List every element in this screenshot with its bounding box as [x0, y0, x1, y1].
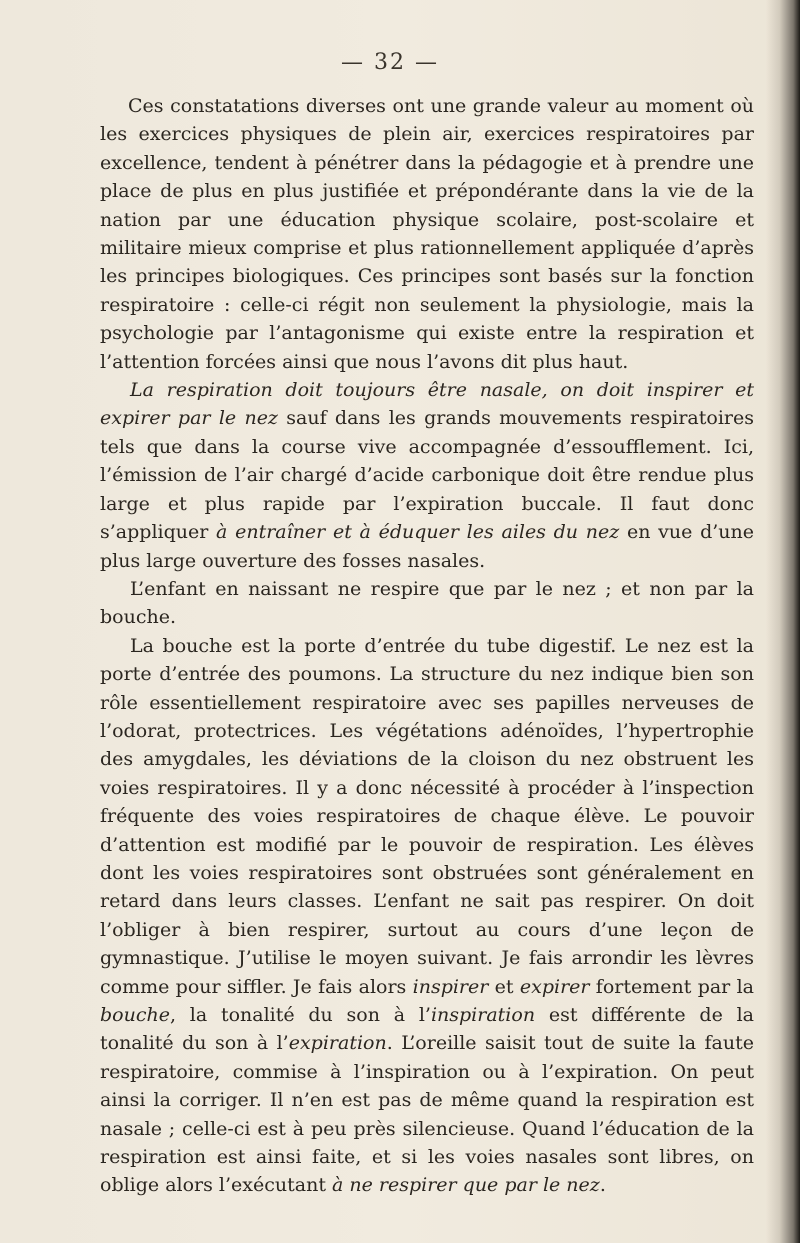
- text-run: fortement par la: [589, 975, 754, 998]
- italic-text: expirer: [519, 975, 590, 998]
- text-run: Ces constatations diverses ont une grande valeur au moment où les exercices physiques de plein air, exercices respiratoires par excellence, tendent à pénétrer dans la pédagogie et à prendre une place de plus en plus justifiée et prépondérante dans la vie de la nation par une éducation physique scolaire, post-scolaire et militaire mieux comprise et plus rationnellement appliquée d’après les principes biologiques. Ces principes sont basés sur la fonction respiratoire : celle-ci régit non seulement la physiologie, mais la psychologie par l’antagonisme qui existe entre la respiration et l’attention forcées ainsi que nous l’avons dit plus haut.: [100, 95, 754, 373]
- text-run: . L’oreille saisit tout de suite la faute respiratoire, commise à l’inspiration ou à l’expiration. On peut ainsi la corriger. Il n’en est pas de même quand la respiration est nasale ; celle-ci est à peu près silencieuse. Quand l’éducation de la respiration est ainsi faite, et si les voies nasales sont libres, on oblige alors l’exécutant: [100, 1032, 754, 1197]
- italic-text: bouche: [100, 1004, 170, 1026]
- page-binding-edge: [766, 0, 800, 1243]
- page-number: — 32 —: [341, 50, 439, 75]
- italic-text: à entraîner et à éduquer les ailes du nez: [216, 521, 620, 544]
- italic-text: à ne respirer que par le nez: [332, 1174, 600, 1197]
- paragraph: [100, 92, 754, 376]
- italic-text: La respiration doit toujours être nasale, on doit inspirer et expirer par le nez: [100, 379, 754, 430]
- italic-text: inspiration: [430, 1004, 536, 1026]
- paragraph: [100, 575, 754, 632]
- text-run: L’enfant en naissant ne respire que par le nez ; et non par la bouche.: [100, 577, 754, 629]
- text-run: , la tonalité du son à l’: [169, 1004, 431, 1026]
- text-run: sauf dans les grands mouvements respiratoires tels que dans la course vive accompagnée d’essoufflement. Ici, l’émission de l’air chargé d’acide carbonique doit être rendue plus large et plus rapide par l’expiration buccale. Il faut donc s’appliquer: [100, 407, 754, 544]
- paragraph: [100, 632, 754, 1200]
- text-run: .: [599, 1174, 606, 1197]
- body-text: [100, 92, 754, 1200]
- text-run: et: [488, 975, 520, 998]
- text-run: est différente de la tonalité du son à l’: [100, 1004, 754, 1055]
- paragraph: [100, 376, 754, 575]
- italic-text: expiration: [288, 1032, 387, 1055]
- text-run: La bouche est la porte d’entrée du tube digestif. Le nez est la porte d’entrée des poumons. La structure du nez indique bien son rôle essentiellement respiratoire avec ses papilles nerveuses de l’odorat, protectrices. Les végétations adénoïdes, l’hypertrophie des amygdales, les déviations de la cloison du nez obstruent les voies respiratoires. Il y a donc nécessité à procéder à l’inspection fréquente des voies respiratoires de chaque élève. Le pouvoir d’attention est modifié par le pouvoir de respiration. Les élèves dont les voies respiratoires sont obstruées sont généralement en retard dans leurs classes. L’enfant ne sait pas respirer. On doit l’obliger à bien respirer, surtout au cours d’une leçon de gymnastique. J’utilise le moyen suivant. Je fais arrondir les lèvres comme pour siffler. Je fais alors: [100, 634, 754, 998]
- text-run: en vue d’une plus large ouverture des fosses nasales.: [100, 521, 754, 572]
- italic-text: inspirer: [412, 975, 489, 998]
